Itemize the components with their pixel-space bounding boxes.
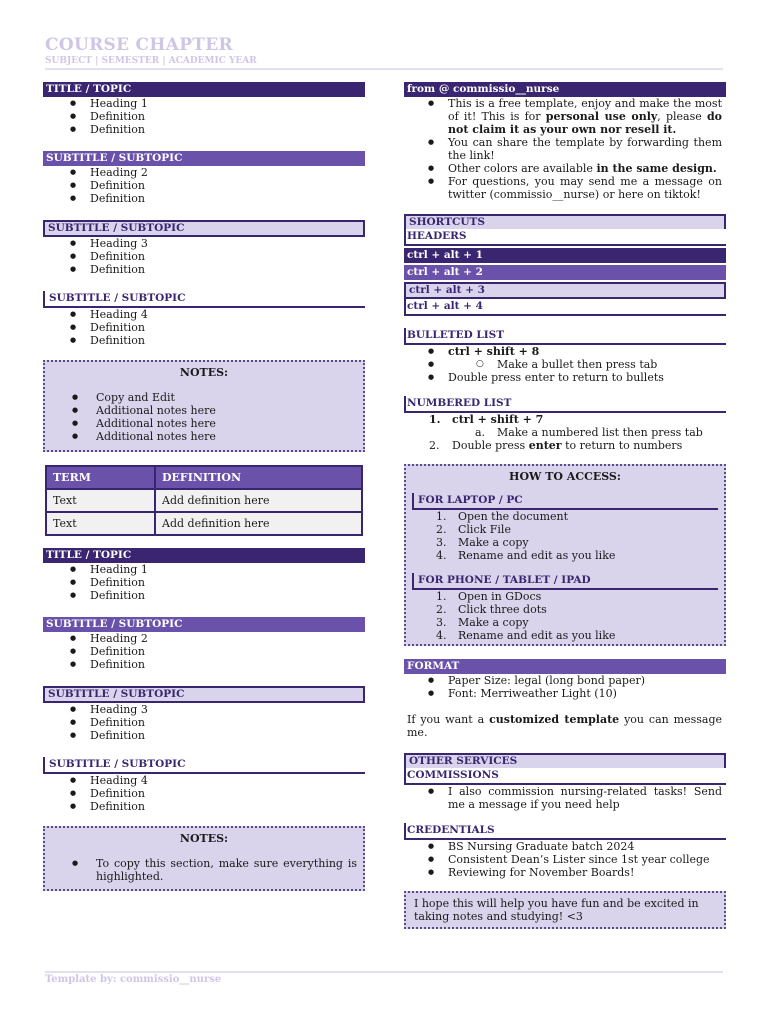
list-item: ● Consistent Dean’s Lister since 1st year college [404,853,722,866]
format-list [404,674,726,700]
laptop-title: FOR LAPTOP / PC [412,493,718,510]
left-column [43,82,365,891]
list-item: ● Definition [43,658,365,671]
other-services-title: OTHER SERVICES [404,753,726,768]
list-item: ● Definition [43,334,365,347]
table-cell: Add definition here [155,512,362,535]
list-item: ● Heading 3 [43,703,365,716]
list-item: 2. Click File [436,523,511,536]
list-item: ● Font: Merriweather Light (10) [404,687,726,700]
list-item: 1. ctrl + shift + 7 [429,413,544,426]
list-item: ● Heading 2 [43,166,365,179]
commissions-list [404,785,726,811]
table-row [46,512,362,535]
credentials-title: CREDENTIALS [404,823,726,840]
section-title-5: TITLE / TOPIC [43,548,365,563]
list-item: ● This is a free template, enjoy and make the most of it! This is for personal use only, please do not claim it as your own nor resell it. [404,97,722,136]
header-divider [45,68,723,70]
list-item: ● Reviewing for November Boards! [404,866,722,879]
section-title-2: SUBTITLE / SUBTOPIC [43,151,365,166]
numbered-shortcut-list [404,413,726,452]
list-item: ● Definition [43,179,365,192]
bullet-list-6 [43,632,365,671]
shortcuts-title: SHORTCUTS [404,214,726,229]
footer-divider [45,971,723,973]
list-item: 4. Rename and edit as you like [436,549,616,562]
list-item: ● Additional notes here [45,430,363,443]
list-item: ● Heading 1 [43,563,365,576]
notes-list [45,857,363,883]
list-item: ● Other colors are available in the same design. [404,162,722,175]
notes-box-2 [43,826,365,891]
headers-label: HEADERS [404,229,726,246]
section-title-7: SUBTITLE / SUBTOPIC [43,686,365,703]
list-item: ● Definition [43,729,365,742]
list-item: 2. Click three dots [436,603,547,616]
list-item: ● You can share the template by forwarding them the link! [404,136,722,162]
section-title-8: SUBTITLE / SUBTOPIC [43,757,365,774]
list-item: ● Paper Size: legal (long bond paper) [404,674,726,687]
shortcut-h1: ctrl + alt + 1 [404,248,726,263]
list-item: ● Definition [43,321,365,334]
access-title: HOW TO ACCESS: [509,470,621,483]
list-item: 1. Open in GDocs [436,590,542,603]
column-header-term: TERM [46,466,155,489]
bullet-list-8 [43,774,365,813]
list-item: ● Additional notes here [45,404,363,417]
list-item: ● For questions, you may send me a message on twitter (commissio__nurse) or here on tiktok! [404,175,722,201]
section-title-6: SUBTITLE / SUBTOPIC [43,617,365,632]
list-item: ● Copy and Edit [45,391,363,404]
bullet-list-7 [43,703,365,742]
list-item: ● Additional notes here [45,417,363,430]
page-subtitle: SUBJECT | SEMESTER | ACADEMIC YEAR [45,56,257,66]
shortcut-h3: ctrl + alt + 3 [404,282,726,299]
shortcut-h2: ctrl + alt + 2 [404,265,726,280]
list-item: 3. Make a copy [436,536,529,549]
list-item: ● Definition [43,250,365,263]
sub-list-item: ● ○ Make a bullet then press tab [404,358,726,371]
list-item: ● I also commission nursing-related tasks! Send me a message if you need help [404,785,722,811]
list-item: ● Definition [43,110,365,123]
notes-box-1 [43,360,365,452]
bullet-list-5 [43,563,365,602]
list-item: ● Definition [43,589,365,602]
phone-steps [406,590,724,642]
table-cell: Text [46,489,155,512]
table-cell: Add definition here [155,489,362,512]
closing-note: I hope this will help you have fun and be excited in taking notes and studying! <3 [404,891,726,929]
list-item: 2. Double press enter to return to numbers [429,439,683,452]
phone-title: FOR PHONE / TABLET / IPAD [412,573,718,590]
format-title: FORMAT [404,659,726,674]
from-list [404,97,726,201]
bulleted-list-title: BULLETED LIST [404,328,726,345]
list-item: 4. Rename and edit as you like [436,629,616,642]
bullet-list-4 [43,308,365,347]
section-title-1: TITLE / TOPIC [43,82,365,97]
list-item: ● Heading 2 [43,632,365,645]
list-item: ● Heading 4 [43,774,365,787]
list-item: 1. Open the document [436,510,569,523]
list-item: ● Heading 4 [43,308,365,321]
list-item: ● Definition [43,576,365,589]
section-title-3: SUBTITLE / SUBTOPIC [43,220,365,237]
list-item: ● Definition [43,192,365,205]
footer-credit: Template by: commissio__nurse [45,974,222,985]
list-item: ● Definition [43,787,365,800]
from-title: from @ commissio__nurse [404,82,726,97]
list-item: 3. Make a copy [436,616,529,629]
sub-list-item: a. Make a numbered list then press tab [475,426,703,439]
numbered-list-title: NUMBERED LIST [404,396,726,413]
definition-table [45,465,363,536]
list-item: ● BS Nursing Graduate batch 2024 [404,840,722,853]
page-title: COURSE CHAPTER [45,35,233,55]
list-item: ● Definition [43,263,365,276]
shortcut-h4: ctrl + alt + 4 [404,299,726,316]
right-column [404,82,726,929]
list-item: ● Definition [43,123,365,136]
table-header-row [46,466,362,489]
notes-list [45,391,363,443]
table-row [46,489,362,512]
bullet-list-1 [43,97,365,136]
list-item: ● Heading 1 [43,97,365,110]
list-item: ● To copy this section, make sure everything is highlighted. [45,857,363,883]
list-item: ● Definition [43,800,365,813]
notes-title: NOTES: [179,832,229,845]
bullet-list-3 [43,237,365,276]
bullet-list-2 [43,166,365,205]
how-to-access-box [404,464,726,646]
laptop-steps [406,510,724,562]
notes-title: NOTES: [179,366,229,379]
list-item: ● Heading 3 [43,237,365,250]
bulleted-shortcut-list [404,345,726,384]
credentials-list [404,840,726,879]
list-item: ● ctrl + shift + 8 [404,345,726,358]
commissions-title: COMMISSIONS [404,768,726,785]
list-item: ● Double press enter to return to bullets [404,371,726,384]
customized-paragraph: If you want a customized template you can message me. [407,713,722,739]
list-item: ● Definition [43,645,365,658]
list-item: ● Definition [43,716,365,729]
section-title-4: SUBTITLE / SUBTOPIC [43,291,365,308]
table-cell: Text [46,512,155,535]
column-header-definition: DEFINITION [155,466,362,489]
